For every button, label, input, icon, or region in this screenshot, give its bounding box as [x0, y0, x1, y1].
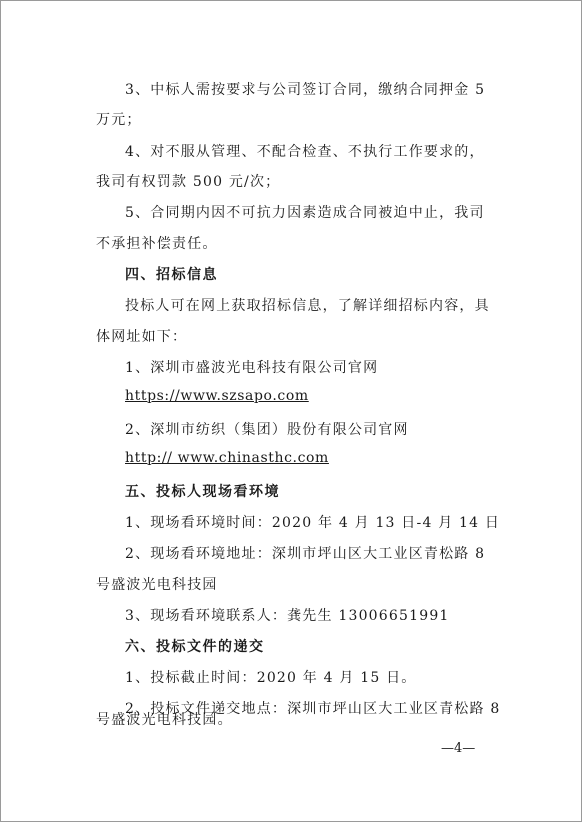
site-visit-address-line2: 号盛波光电科技园	[96, 577, 218, 593]
clause-3-line1: 3、中标人需按要求与公司签订合同，缴纳合同押金 5	[125, 82, 486, 98]
bid-info-line2: 体网址如下：	[96, 329, 188, 345]
clause-4-line2: 我司有权罚款 500 元/次；	[96, 174, 281, 190]
website-2-link[interactable]: http:// www.chinasthc.com	[125, 450, 329, 466]
site-visit-time: 1、现场看环境时间：2020 年 4 月 13 日-4 月 14 日	[125, 515, 501, 531]
site-visit-address-line1: 2、现场看环境地址：深圳市坪山区大工业区青松路 8	[125, 546, 486, 562]
bid-info-line1: 投标人可在网上获取招标信息，了解详细招标内容，具	[125, 298, 490, 314]
site-visit-contact: 3、现场看环境联系人：龚先生 13006651991	[125, 608, 450, 624]
submission-deadline: 1、投标截止时间：2020 年 4 月 15 日。	[125, 670, 417, 686]
page-number: —4—	[441, 741, 476, 756]
submission-location-line1: 2、投标文件递交地点：深圳市坪山区大工业区青松路 8	[125, 701, 501, 717]
submission-location-line2: 号盛波光电科技园。	[96, 712, 233, 728]
clause-5-line1: 5、合同期内因不可抗力因素造成合同被迫中止，我司	[125, 205, 485, 221]
section-6-heading: 六、投标文件的递交	[125, 639, 265, 655]
website-2-label: 2、深圳市纺织（集团）股份有限公司官网	[125, 422, 409, 438]
section-4-heading: 四、招标信息	[125, 267, 218, 283]
clause-3-line2: 万元；	[96, 112, 142, 128]
clause-4-line1: 4、对不服从管理、不配合检查、不执行工作要求的，	[125, 144, 485, 160]
section-5-heading: 五、投标人现场看环境	[125, 484, 280, 500]
website-1-link[interactable]: https://www.szsapo.com	[125, 388, 309, 404]
website-1-label: 1、深圳市盛波光电科技有限公司官网	[125, 360, 379, 376]
clause-5-line2: 不承担补偿责任。	[96, 236, 218, 252]
